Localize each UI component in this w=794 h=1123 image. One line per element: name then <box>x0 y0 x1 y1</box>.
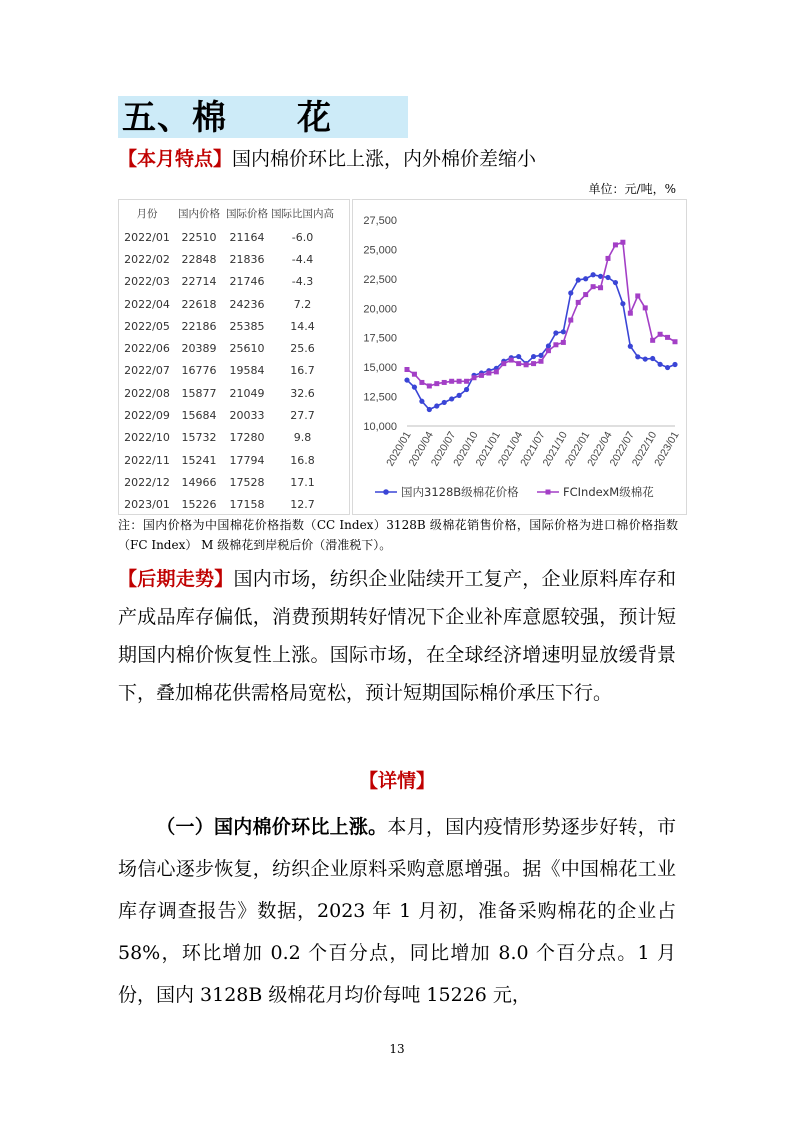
domestic-price-point <box>531 354 536 359</box>
x-tick-label: 2022/10 <box>629 429 660 469</box>
x-tick-label: 2021/04 <box>495 429 526 469</box>
cell-international-price: 21836 <box>229 252 265 266</box>
cell-month: 2022/03 <box>124 275 170 289</box>
legend-domestic-marker <box>383 489 389 495</box>
legend-domestic-label: 国内3128B级棉花价格 <box>401 485 519 499</box>
cell-spread: -4.3 <box>291 275 314 289</box>
international-price-point <box>620 240 625 245</box>
international-price-point <box>628 311 633 316</box>
domestic-price-point <box>419 399 424 404</box>
price-line-chart <box>353 200 686 514</box>
domestic-price-point <box>583 276 588 281</box>
cell-domestic-price: 15241 <box>181 453 217 467</box>
price-table-panel <box>118 199 350 515</box>
international-price-point <box>561 340 566 345</box>
international-price-point <box>598 285 603 290</box>
cell-spread: -4.4 <box>291 252 314 266</box>
international-price-point <box>606 256 611 261</box>
cell-month: 2022/05 <box>124 319 170 333</box>
international-price-point <box>643 305 648 310</box>
cell-month: 2022/06 <box>124 342 170 356</box>
domestic-price-point <box>404 377 409 382</box>
domestic-price-point <box>591 272 596 277</box>
y-tick-label: 10,000 <box>363 421 397 433</box>
cell-international-price: 21164 <box>229 230 265 244</box>
outlook-paragraph <box>118 560 676 712</box>
domestic-price-point <box>635 354 640 359</box>
cell-spread: 7.2 <box>293 297 312 311</box>
cell-month: 2022/09 <box>124 409 170 423</box>
cell-domestic-price: 22618 <box>181 297 217 311</box>
cell-spread: 14.4 <box>290 319 315 333</box>
international-price-point <box>531 361 536 366</box>
x-tick-label: 2021/07 <box>518 429 548 469</box>
cell-international-price: 17158 <box>229 498 265 512</box>
domestic-price-point <box>449 396 454 401</box>
y-tick-label: 20,000 <box>363 303 397 316</box>
price-table <box>119 200 334 516</box>
y-tick-label: 22,500 <box>363 273 397 286</box>
domestic-price-point <box>576 277 581 282</box>
cell-domestic-price: 22714 <box>181 275 217 289</box>
table-row <box>119 494 334 516</box>
cell-month: 2022/02 <box>124 252 170 266</box>
domestic-price-point <box>434 403 439 408</box>
y-tick-label: 12,500 <box>363 391 397 404</box>
detail-heading: 【详情】 <box>358 770 435 792</box>
domestic-price-point <box>427 407 432 412</box>
international-price-point <box>539 359 544 364</box>
outlook-text: 国内市场，纺织企业陆续开工复产，企业原料库存和产成品库存偏低，消费预期转好情况下企业补库意愿较强，预计短期国内棉价恢复性上涨。国际市场，在全球经济增速明显放缓背景下，叠加棉花供需格局宽松，预计短期国际棉价承压下行。 <box>118 568 676 704</box>
cell-international-price: 17280 <box>229 431 265 445</box>
detail-lead: （一）国内棉价环比上涨。 <box>156 816 388 838</box>
outlook-tag: 【后期走势】 <box>118 568 234 590</box>
domestic-price-point <box>658 362 663 367</box>
feature-text: 国内棉价环比上涨，内外棉价差缩小 <box>232 148 537 170</box>
column-header-international: 国际价格 <box>226 207 268 220</box>
x-tick-label: 2020/04 <box>406 429 436 469</box>
domestic-price-point <box>672 362 677 367</box>
x-tick-label: 2020/10 <box>451 429 481 469</box>
international-price-point <box>412 372 417 377</box>
table-row <box>119 427 334 449</box>
detail-text: 本月，国内疫情形势逐步好转，市场信心逐步恢复，纺织企业原料采购意愿增强。据《中国棉花工业库存调查报告》数据，2023 年 1 月初，准备采购棉花的企业占 58%，环比增加 0.2 个百分点，同比增加 8.0 个百分点。1 月份，国内 3128B 级棉花月均价每吨 15226 元， <box>118 816 676 1006</box>
international-price-point <box>457 379 462 384</box>
international-price-point <box>576 300 581 305</box>
international-price-point <box>553 342 558 347</box>
cell-domestic-price: 15226 <box>181 498 217 512</box>
y-tick-label: 25,000 <box>363 244 397 257</box>
table-row <box>119 449 334 471</box>
cell-month: 2022/07 <box>124 364 170 378</box>
cell-spread: 9.8 <box>293 431 312 445</box>
cell-spread: 17.1 <box>290 475 315 489</box>
cell-international-price: 24236 <box>229 297 265 311</box>
table-row <box>119 382 334 404</box>
international-price-point <box>434 381 439 386</box>
international-price-point <box>509 358 514 363</box>
cell-international-price: 21049 <box>229 386 265 400</box>
cell-domestic-price: 14966 <box>181 475 217 489</box>
table-row <box>119 315 334 337</box>
feature-tag: 【本月特点】 <box>118 148 233 170</box>
x-tick-label: 2023/01 <box>652 429 682 469</box>
cell-spread: 16.7 <box>290 364 315 378</box>
international-price-point <box>635 293 640 298</box>
table-note: 注：国内价格为中国棉花价格指数（CC Index）3128B 级棉花销售价格，国际价格为进口棉价格指数（FC Index） M 级棉花到岸税后价（滑准税下）。 <box>118 518 678 552</box>
international-price-point <box>650 338 655 343</box>
international-price-point <box>464 379 469 384</box>
column-header-domestic: 国内价格 <box>178 207 220 220</box>
domestic-price-point <box>613 280 618 285</box>
cell-domestic-price: 16776 <box>181 364 217 378</box>
x-tick-label: 2020/01 <box>384 429 414 469</box>
cell-spread: 25.6 <box>290 342 315 356</box>
x-tick-label: 2022/01 <box>562 429 593 469</box>
page-number: 13 <box>389 1042 405 1056</box>
international-price-point <box>583 292 588 297</box>
cell-spread: 16.8 <box>290 453 315 467</box>
legend-international-label: FCIndexM级棉花 <box>563 485 654 499</box>
international-price-point <box>419 380 424 385</box>
international-price-point <box>486 371 491 376</box>
cell-international-price: 21746 <box>229 275 265 289</box>
table-row <box>119 293 334 315</box>
cell-domestic-price: 15877 <box>181 386 217 400</box>
domestic-price-point <box>620 301 625 306</box>
detail-paragraph <box>118 806 676 1016</box>
cell-domestic-price: 22186 <box>181 319 217 333</box>
cell-international-price: 20033 <box>229 409 265 423</box>
cell-month: 2022/04 <box>124 297 170 311</box>
cell-month: 2022/01 <box>124 230 170 244</box>
domestic-price-point <box>605 275 610 280</box>
y-tick-label: 27,500 <box>363 215 397 227</box>
table-row <box>119 404 334 426</box>
cell-domestic-price: 15732 <box>181 431 217 445</box>
international-price-point <box>613 242 618 247</box>
cell-month: 2023/01 <box>124 498 170 512</box>
table-row <box>119 271 334 293</box>
x-tick-label: 2020/07 <box>428 429 459 469</box>
international-price-line <box>407 242 675 386</box>
x-tick-label: 2021/01 <box>473 429 503 469</box>
international-price-point <box>427 383 432 388</box>
international-price-point <box>665 335 670 340</box>
price-chart-panel <box>352 199 687 515</box>
domestic-price-point <box>665 365 670 370</box>
domestic-price-point <box>516 354 521 359</box>
cell-domestic-price: 22848 <box>181 252 217 266</box>
x-tick-label: 2021/10 <box>540 429 570 469</box>
cell-international-price: 17528 <box>229 475 265 489</box>
cell-spread: 12.7 <box>290 498 315 512</box>
table-row <box>119 337 334 359</box>
domestic-price-line <box>407 275 675 410</box>
international-price-point <box>494 369 499 374</box>
table-row <box>119 360 334 382</box>
column-header-month: 月份 <box>136 207 158 220</box>
cell-month: 2022/10 <box>124 431 170 445</box>
domestic-price-point <box>568 290 573 295</box>
domestic-price-point <box>643 356 648 361</box>
unit-label: 单位：元/吨，% <box>588 182 676 196</box>
legend-international-marker <box>546 490 551 495</box>
international-price-point <box>472 375 477 380</box>
international-price-point <box>449 379 454 384</box>
international-price-point <box>591 284 596 289</box>
x-tick-label: 2022/04 <box>585 429 615 469</box>
table-header-row <box>119 200 334 226</box>
international-price-point <box>442 380 447 385</box>
international-price-point <box>524 362 529 367</box>
domestic-price-point <box>457 393 462 398</box>
x-tick-label: 2022/07 <box>607 429 637 469</box>
cell-international-price: 25385 <box>229 319 265 333</box>
monthly-feature <box>118 146 536 172</box>
domestic-price-point <box>464 387 469 392</box>
international-price-point <box>658 332 663 337</box>
cell-international-price: 17794 <box>229 453 265 467</box>
column-header-spread: 国际比国内高 <box>271 207 334 220</box>
table-row <box>119 471 334 493</box>
domestic-price-point <box>553 330 558 335</box>
section-title: 五、棉 花 <box>122 98 332 138</box>
cell-domestic-price: 22510 <box>181 230 217 244</box>
domestic-price-point <box>442 400 447 405</box>
domestic-price-point <box>546 343 551 348</box>
cell-international-price: 25610 <box>229 342 265 356</box>
domestic-price-point <box>412 385 417 390</box>
domestic-price-point <box>628 344 633 349</box>
cell-spread: 27.7 <box>290 409 315 423</box>
international-price-point <box>405 367 410 372</box>
y-tick-label: 17,500 <box>363 332 397 345</box>
cell-spread: 32.6 <box>290 386 315 400</box>
cell-domestic-price: 20389 <box>181 342 217 356</box>
international-price-point <box>673 339 678 344</box>
cell-domestic-price: 15684 <box>181 409 217 423</box>
cell-month: 2022/08 <box>124 386 170 400</box>
domestic-price-point <box>561 329 566 334</box>
international-price-point <box>516 361 521 366</box>
cell-month: 2022/12 <box>124 475 170 489</box>
y-tick-label: 15,000 <box>363 362 397 375</box>
cell-spread: -6.0 <box>291 230 314 244</box>
international-price-point <box>568 318 573 323</box>
cell-month: 2022/11 <box>124 453 170 467</box>
international-price-point <box>501 361 506 366</box>
table-row <box>119 226 334 248</box>
cell-international-price: 19584 <box>229 364 265 378</box>
international-price-point <box>546 348 551 353</box>
international-price-point <box>479 373 484 378</box>
domestic-price-point <box>538 353 543 358</box>
domestic-price-point <box>650 356 655 361</box>
table-row <box>119 248 334 270</box>
